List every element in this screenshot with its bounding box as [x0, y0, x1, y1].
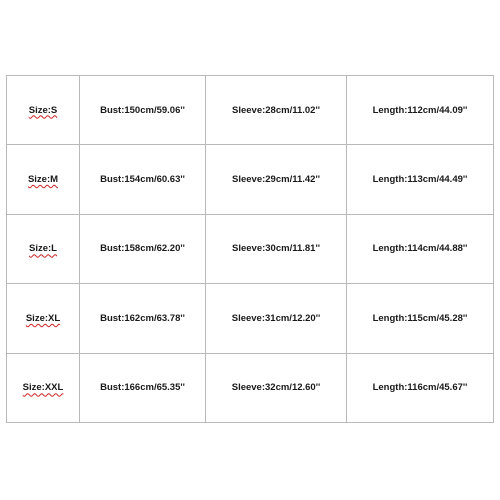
table-row	[7, 214, 494, 283]
bust-cell: Bust:162cm/63.78''	[80, 284, 206, 353]
size-label: Size:S	[28, 104, 58, 116]
size-chart-table	[6, 75, 494, 423]
length-cell: Length:115cm/45.28''	[347, 284, 494, 353]
length-cell: Length:116cm/45.67''	[347, 353, 494, 422]
sleeve-cell: Sleeve:30cm/11.81''	[206, 214, 347, 283]
bust-cell: Bust:150cm/59.06''	[80, 76, 206, 145]
sleeve-cell: Sleeve:28cm/11.02''	[206, 76, 347, 145]
size-cell	[7, 353, 80, 422]
bust-cell: Bust:154cm/60.63''	[80, 145, 206, 214]
size-cell	[7, 214, 80, 283]
size-cell	[7, 76, 80, 145]
table-row	[7, 284, 494, 353]
size-label: Size:XXL	[22, 382, 64, 394]
sleeve-cell: Sleeve:31cm/12.20''	[206, 284, 347, 353]
sleeve-cell: Sleeve:29cm/11.42''	[206, 145, 347, 214]
bust-cell: Bust:158cm/62.20''	[80, 214, 206, 283]
table-row	[7, 76, 494, 145]
bust-cell: Bust:166cm/65.35''	[80, 353, 206, 422]
size-chart-frame	[6, 75, 493, 423]
size-cell	[7, 284, 80, 353]
length-cell: Length:114cm/44.88''	[347, 214, 494, 283]
size-label: Size:XL	[25, 312, 61, 324]
size-cell	[7, 145, 80, 214]
length-cell: Length:112cm/44.09''	[347, 76, 494, 145]
length-cell: Length:113cm/44.49''	[347, 145, 494, 214]
size-label: Size:M	[27, 174, 59, 186]
table-row	[7, 145, 494, 214]
table-row	[7, 353, 494, 422]
size-label: Size:L	[29, 243, 57, 255]
sleeve-cell: Sleeve:32cm/12.60''	[206, 353, 347, 422]
